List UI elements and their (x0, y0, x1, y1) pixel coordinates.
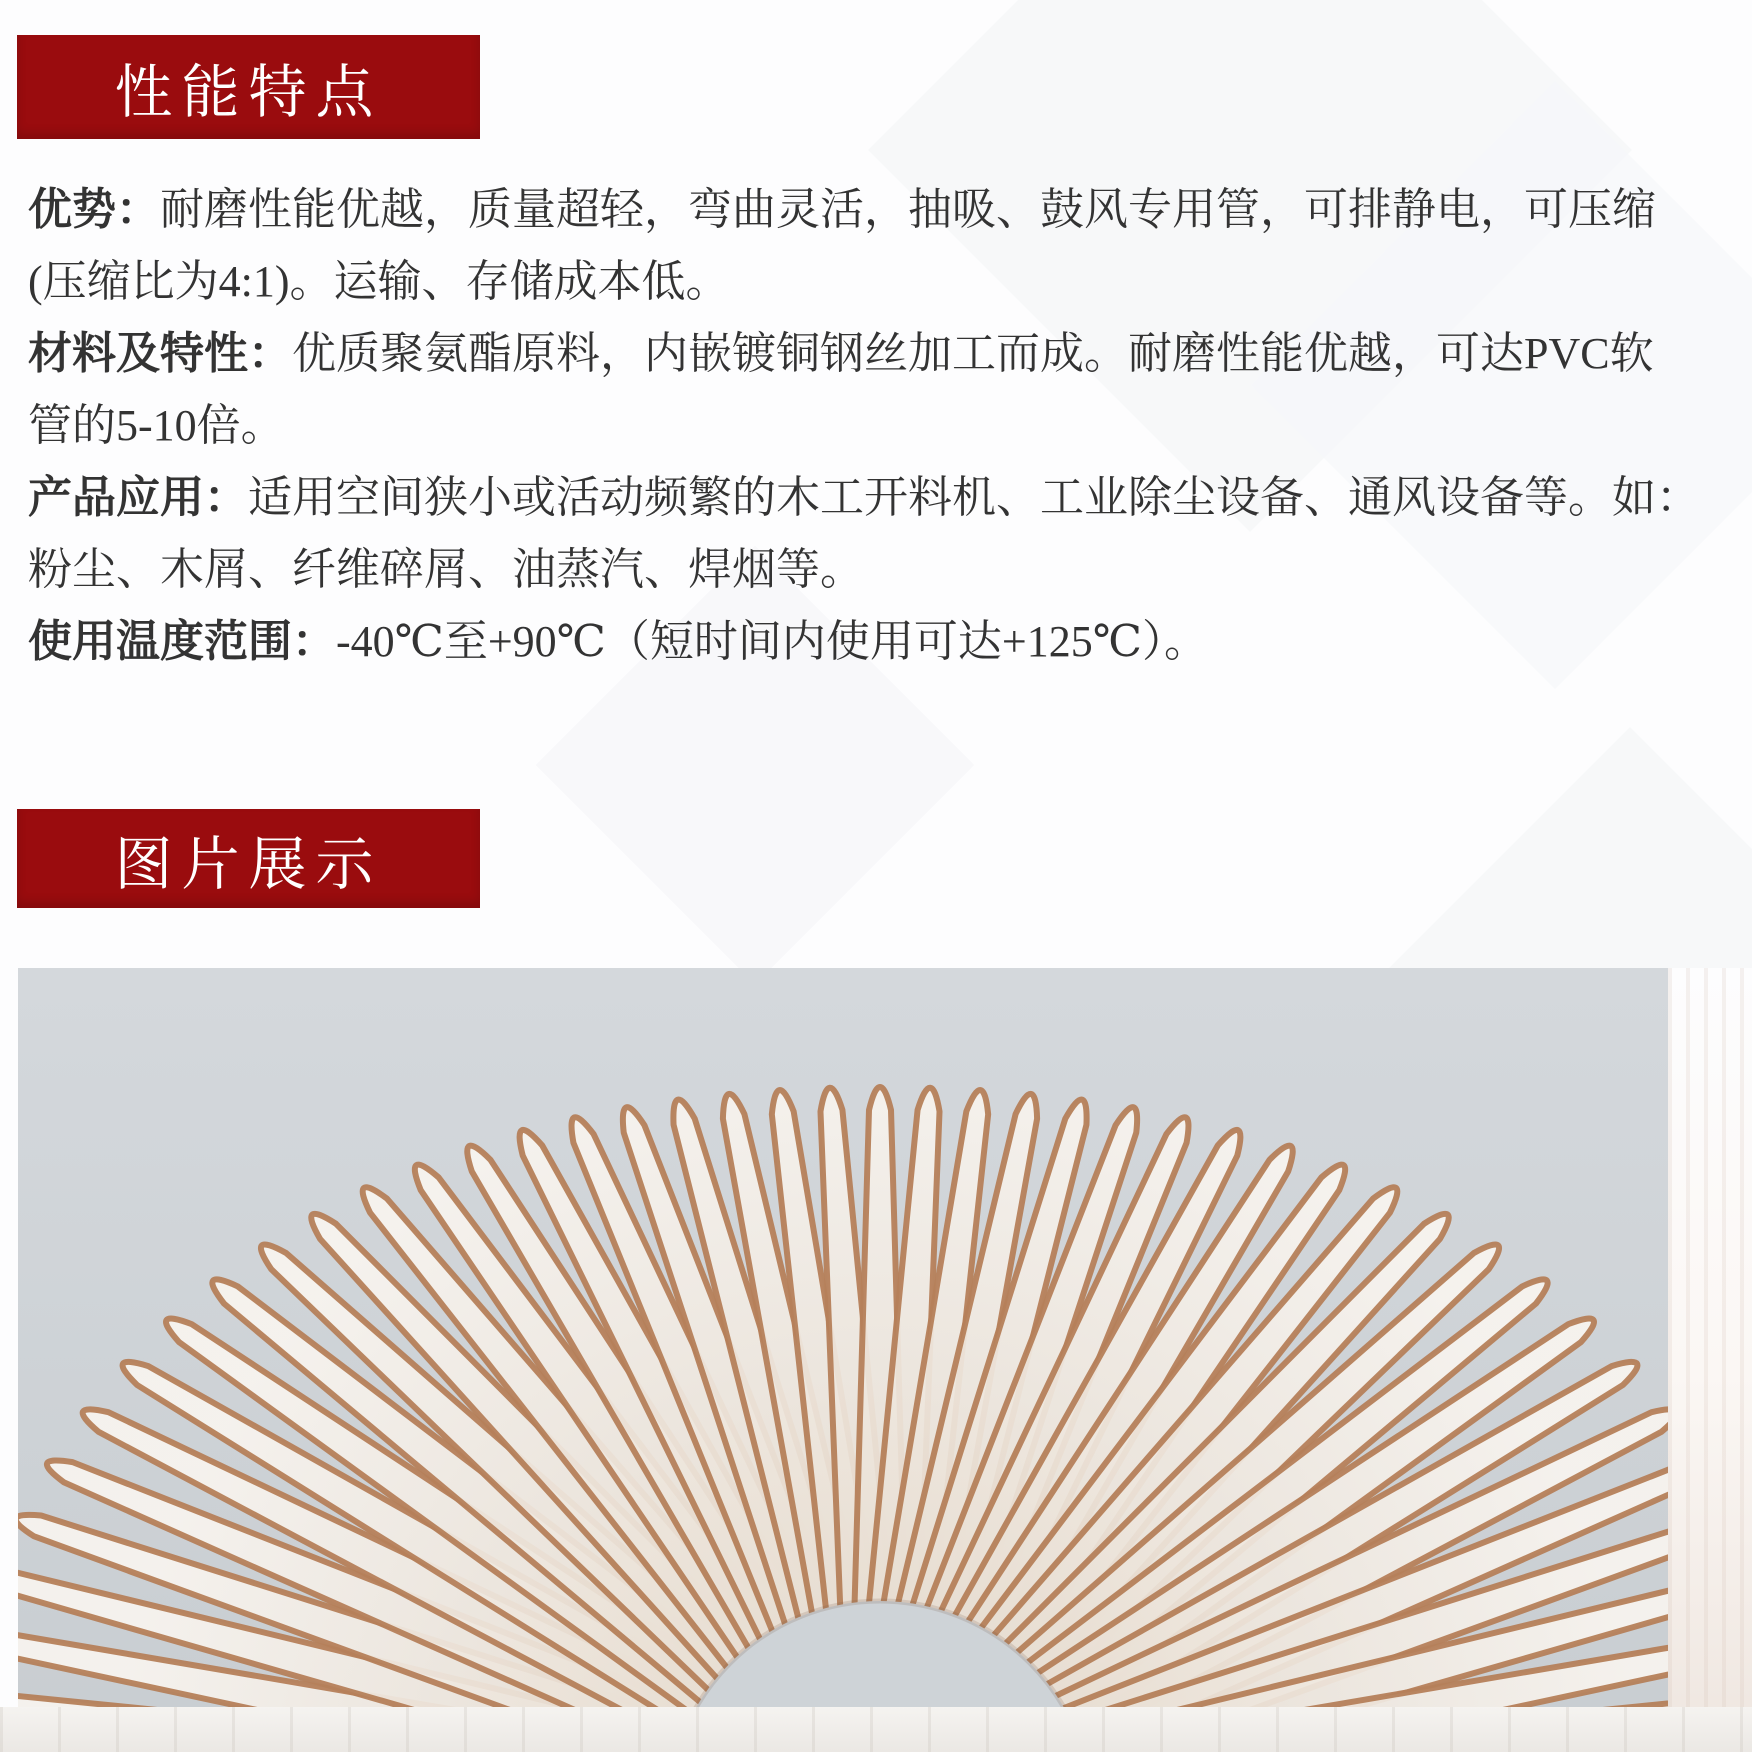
feature-line-material: 材料及特性：优质聚氨酯原料，内嵌镀铜钢丝加工而成。耐磨性能优越，可达PVC软 (28, 329, 1654, 378)
feature-line-advantage-cont: (压缩比为4:1)。运输、存储成本低。 (28, 257, 730, 306)
product-photo (18, 968, 1668, 1707)
feature-line-application: 产品应用：适用空间狭小或活动频繁的木工开料机、工业除尘设备、通风设备等。如： (28, 473, 1700, 522)
photo-bottom-strip (0, 1707, 1752, 1752)
features-section-banner (17, 35, 480, 139)
product-photo-frame (18, 968, 1668, 1707)
gallery-section-banner (17, 809, 480, 908)
features-section-title: 性能特点 (114, 60, 383, 125)
feature-text-block (28, 174, 1752, 678)
feature-line-material-cont: 管的5-10倍。 (28, 401, 285, 450)
page-right-texture (1668, 968, 1752, 1707)
feature-line-advantage: 优势：耐磨性能优越，质量超轻，弯曲灵活，抽吸、鼓风专用管，可排静电，可压缩 (28, 185, 1656, 234)
gallery-section-title: 图片展示 (114, 831, 383, 897)
feature-line-temperature: 使用温度范围：-40℃至+90℃（短时间内使用可达+125℃）。 (28, 617, 1208, 666)
feature-line-application-cont: 粉尘、木屑、纤维碎屑、油蒸汽、焊烟等。 (28, 545, 864, 594)
